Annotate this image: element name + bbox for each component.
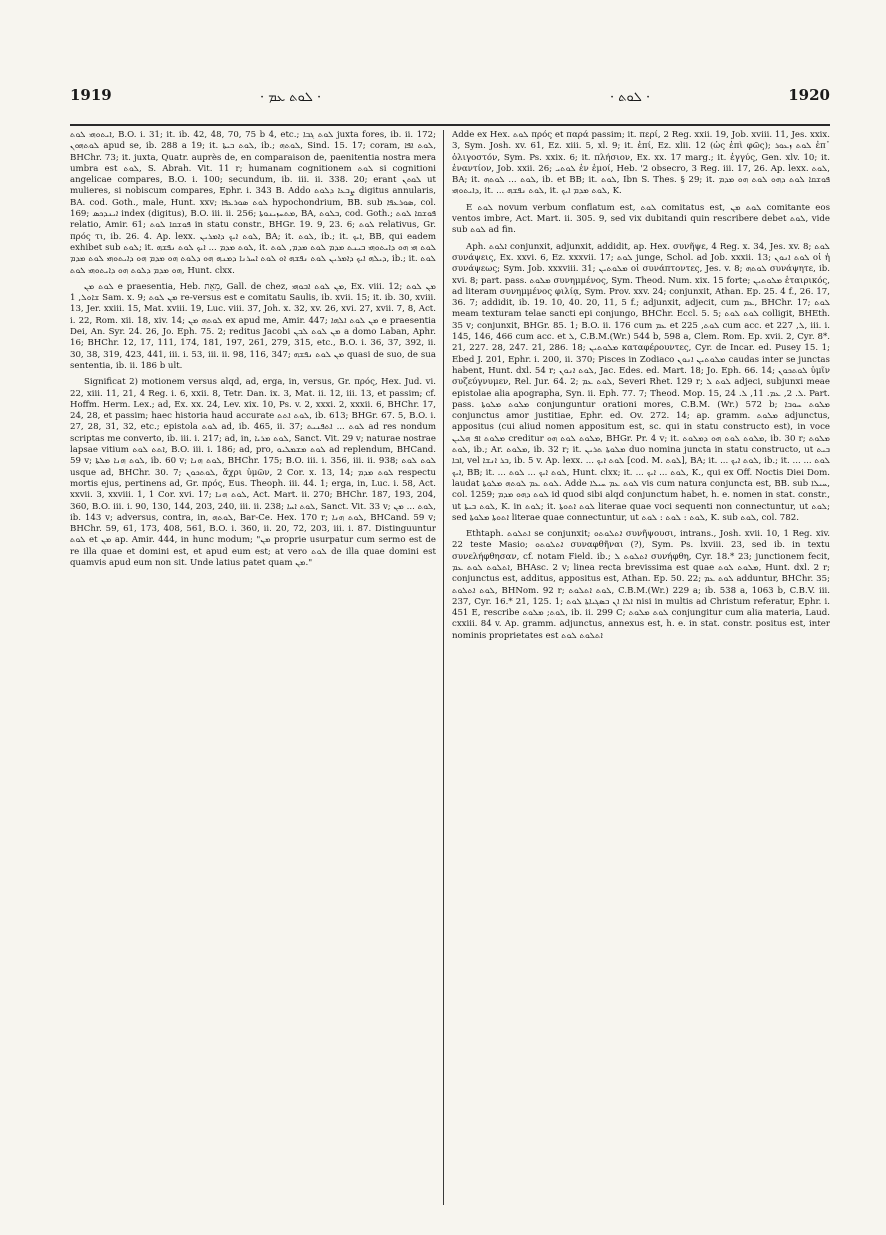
running-title-right: · ܠܘܬ · <box>610 90 651 105</box>
right-entry-2: E ܠܘܬ novum verbum conflatum est, ܠܘܬ comitatus est, ܠܘܬ ܡܢ comitante eos ventos imbre, Act. Mart. ii. 305. 9, sed vix dubitandi quin rescribere debet ܠܘܬ, vide sub ܠܘܬ ad fin. <box>452 202 830 236</box>
left-column <box>70 130 436 1205</box>
right-entry-4: Ethtaph. ܐܬܠܘܬ se conjunxit; ܐܬܠܘܬܘ συνῆψουσι, intrans., Josh. xvii. 10, 1 Reg. xiv. 22 teste Masio; ܐܬܠܘܬܘ συναφθῆναι (?), Sym. Ps. lxviii. 23, sed ib. in textu συνελήφθησαν, cf. notam Field. ib.; ܐܬܠܘܬ ܠ συνήφθη, Cyr. 18.* 23; junctionem fecit, ܐܬܠܘܬ ܠܘܬ ܥܡ, BHAsc. 2 v; linea recta brevissima est quae ܡܠܘܬ ܠܘܬ, Hunt. dxl. 2 r; conjunctus est, additus, appositus est, Athan. Ep. 50. 22; ܠܘܬ ܥܡ adduntur, BHChr. 35; ܠܘܬ ܐܬܠܘܬ, BHNom. 92 r; ܠܘܬ ܐܬܠܘܬ, C.B.M.(Wr.) 229 a; ib. 538 a, 1063 b, C.B.V. iii. 237, Cyr. 16.* 21, 125. 1; ܐܠܐ ܐܢ ܒܣܓܝܐܬܐ ܠܘܬ nisi in multis ad Christum referatur, Ephr. i. 451 E, rescribe ܠܘܬ; ܡܠܘܬ, ib. ii. 299 C; ܠܘܬ ܡܠܘܬ conjungitur cum alia materia, Laud. cxxiii. 84 v. Ap. gramm. adjunctus, annexus est, h. e. in stat. constr. positus est, inter nominis proprietates est ܐܬܠܘܬ ܠܘܬ <box>452 529 830 641</box>
right-entry-1: Adde ex Hex. ܠܘܬ πρός et παρά passim; it. περί, 2 Reg. xxii. 19, Job. xviii. 11, Jes. xxix. 3, Sym. Josh. xv. 61, Ez. xiii. 5, xl. 9; it. ἐπί, Ez. xlii. 12 (ὡς ἐπὶ φῶς); ܠܘܬ ܙܥܘܪ ἐπ᾽ ὀλιγοστόν, Sym. Ps. xxix. 6; it. πλήσιον, Ex. xx. 17 marg.; it. ἐγγύς, Gen. xlv. 10; it. ἐναντίον, Job. xxii. 26; ܠܘܬܝ ἐν ἐμοί, Heb. '2 obsecro, 3 Reg. iii. 17, 26. Ap. lexx. ܠܘܬ, BA; it. ܠܘܬ ... ܠܘܬܗ, ib. et BB; it. ܠܘܬ, Ibn S. Thes. § 29; it. ܦܘܫܩܐ ܠܘܬ ܕܗܘ ܠܘܬ ܗܘ ܡܕܡ ܕܐܝܬܘܗܝ, it. ... ܠܘܬ ܢܦܫܗ, it. ܠܘܬ ܡܕܡ ܐܝܟ, K. <box>452 130 830 197</box>
page-number-right: 1920 <box>788 86 830 104</box>
running-title-left: · ܠܘܬ ܥܡ · <box>260 90 322 105</box>
column-divider <box>443 130 444 1205</box>
page-number-left: 1919 <box>70 86 112 104</box>
page-header <box>70 86 830 116</box>
left-entry-3: Significat 2) motionem versus alqd, ad, erga, in, versus, Gr. πρός, Hex. Jud. vi. 22, xiii. 11, 21, 4 Reg. i. 6, xxii. 8, Tetr. Dan. ix. 3, Mat. ii. 12, iii. 13, et passim; cf. Hoffm. Herm. Lex.; ad, Ex. xx. 24, Lev. xix. 10, Ps. v. 2, xxxi. 2, xxxii. 6, BHChr. 17, 24, 28, et passim; haec historia haud accurate ܠܘܬ ܐܬܬ, ib. 613; BHGr. 67. 5, B.O. i. 27, 28, 31, 32, etc.; epistola ܠܘܬ ad, ib. 465, ii. 37; ܠܘܬ ... ܐܬܦܢܝܬ ad res nondum scriptas me converto, ib. iii. i. 217; ad, in, ܠܘܬ ܡܪܝܐ, Sanct. Vit. 29 v; naturae nostrae lapsae vitium ܐܬܬ ܠܘܬ, B.O. iii. i. 186; ad, pro, ܠܘܬ ܡܫܡܠܝܘ ad replendum, BHCand. 59 v; ܠܘܬ ܗܢܐ ܡܠܬܐ, ib. 60 v; ܠܘܬ ܗܢܐ, BHChr. 175; B.O. iii. i. 356, iii. ii. 938; ܠܘܬ ܠܘܬ usque ad, BHChr. 30. 7; ܠܘܬܟܘܢ, ἄχρι ὑμῶν, 2 Cor. x. 13, 14; ܠܘܬ ܡܕܡ respectu mortis ejus, pertinens ad, Gr. πρός, Eus. Theoph. iii. 44. 1; erga, in, Luc. i. 58, Act. xxvii. 3, xxviii. 1, 1 Cor. xvi. 17; ܠܘܬ ܗܢܐ, Act. Mart. ii. 270; BHChr. 187, 193, 204, 360, B.O. iii. i. 90, 130, 144, 203, 240, iii. ii. 238; ܠܘܬ ܐܚܐ, Sanct. Vit. 33 v; ܠܘܬ ... ܡܢ, ib. 143 v; adversus, contra, in, ܠܘܬܗ, Bar-Ce. Hex. 170 r; ܠܘܬ ܗܢܐ, BHCand. 59 v; BHChr. 59, 61, 173, 408, 561, B.O. i. 360, ii. 20, 72, 203, iii. i. 87. Distinguuntur ܠܘܬ et ܡܢ ap. Amir. 444, in hunc modum; "ܡܢ proprie usurpatur cum sermo est de re illa quae et domini est, et apud eum est; at vero ܠܘܬ de illa quae domini est quamvis apud eum non sit. Unde latius patet quam ܡܢ." <box>70 377 436 568</box>
right-entry-3: Aph. ܐܠܘܬ conjunxit, adjunxit, addidit, ap. Hex. συνῆψε, 4 Reg. x. 34, Jes. xv. 8; ܠܘܬ συνάψεις, Ex. xxvi. 6, Ez. xxxvii. 17; ܠܘܬ junge, Schol. ad Job. xxxii. 13; ܠܘܬ ܐܢܘܢ οἱ ἡ συνάψεως; Sym. Job. xxxviii. 31; ܡܠܘܬܝܢ οἱ συνάπτοντες, Jes. v. 8; ܠܘܬܗ συνάψητε, ib. xvi. 8; part. pass. ܡܠܘܬ συνημμένος, Sym. Theod. Num. xix. 15 forte; ܡܠܘܬܝܢ ἑταιρικός, ad literam συνημμένος φιλίᾳ, Sym. Prov. xxv. 24; conjunxit, Athan. Ep. 25. 4 f., 26. 17, 36. 7; addidit, ib. 19. 10, 40. 20, 11, 5 f.; adjunxit, adjecit, cum ܥܡ, BHChr. 17; ܠܘܬ meam texturam telae sancti epi conjungo, BHChr. Eccl. 5. 5; ܠܘܬ ܠܘܬ colligit, BHEth. 35 v; conjunxit, BHGr. 85. 1; B.O. ii. 176 cum ܥܡ et ܠܘܬ, 225 cum acc. et ܠ, 227, iii. i. 145, 146, 466 cum acc. et ܠ, C.B.M.(Wr.) 544 b, 598 a, Clem. Rom. Ep. xvii. 2, Cyr. 8*. 21, 227. 28, 247. 21, 286. 18; ܡܠܘܬܝܢ καταφέρουντες, Cyr. de Incar. ed. Pusey 15. 1; Ebed J. 201, Ephr. i. 200, ii. 370; Pisces in Zodiaco ܡܠܘܬܝܢ ܐܢܘܢ caudas inter se junctas habent, Hunt. dxl. 54 r; ܠܘܬ ܐܢܘܢ, Jac. Edes. ed. Mart. 18; Jo. Eph. 66. 14; ܠܘܬܟܘܢ ὑμῖν συζεύγνυμεν, Rel. Jur. 64. 2; ܠܘܬ ܥܡ, Severi Rhet. 129 r; ܠܘܬ ܠ adjeci, subjunxi meae epistolae alia apographa, Syn. ii. Eph. 77. 7; Theod. Mop. 15, ܠ. 2, ܥܡ. 11, ܠ. 24. Part. pass. ܡܠܘܬ ܡܠܘܬܐ conjunguntur orationi mores, C.B.M. (Wr.) 572 b; ܡܠܘܬ ܚܘܒܐ conjunctus amor justitiae, Ephr. ed. Ov. 272. 14; ap. gramm. ܡܠܘܬ adjunctus, appositus (cui aliud nomen appositum est, sc. qui in statu constructo est), in voce ܡܠܘܬ ܐܦ ܗܠܝܢ creditur ܡܠܘܬ ܠܘܬ ܗܘ, BHGr. Pr. 4 v; it. ܡܠܘܬ ܠܘܬ ܗܘ ܕܡܠܘܬ, ib. 30 r; ܡܠܘܬ ܠܘܬ, ib.; Ar. ܡܠܘܬ, ib. 32 r; it. ܡܠܘܬܐ ܬܪܝܢ duo nomina juncta in statu constructo, ut ܒܝܬ ܐܒܐ, vel ܒܪ ܐܢܫܐ, ib. 5 v. Ap. lexx. ... ܠܘܬ ܐܝܟ [cod. M. ܠܘܬ], BA; it. ... ܠܘܬ ܐܝܟ, ib.; it. ... ܠܘܬ ... ܐܝܟ, BB; it. ... ܠܘܬ ܐܝܟ ... ܠܘܬ, Hunt. clxx; it. ... ܠܘܬ ... ܐܝܟ, K., qui ex Off. Noctis Diei Dom. laudat ܠܘܬ ܥܡ ܠܘܬܗ ܡܠܘܬܐ. Adde ܠܘܬ ܥܡ ܚܝܠܐ vis cum natura conjuncta est, BB. sub ܚܝܠܐ, col. 1259; ܠܘܬ ܕܗܘ ܡܕܡ id quod sibi alqd conjunctum habet, h. e. nomen in stat. constr., ut ܠܘܬ ܒܝܬܐ, K. in ܠܘܬ; it. ܠܘܬ ܐܬܘܬܐ literae quae voci sequenti non connectuntur, ut ܠܘܬ; sed ܐܬܘܬܐ ܡܠܘܬܐ literae quae connectuntur, ut ܠܘܬ : ܠܘܬ : ܠܘܬ, K. sub ܠܘܬ, col. 782. <box>452 241 830 523</box>
header-rule <box>70 124 830 126</box>
left-entry-2: ܠܘܬ ܡܢ e praesentia, Heb. מֵאֵת, Gall. de chez, ܡܢ ܠܘܬ ܐܒܘܗܝ, Ex. viii. 12; ܡܢ ܠܘܬ ܫܐܘܠ, 1 Sam. x. 9; ܡܢ ܠܘܬ re-versus est e comitatu Saulis, ib. xvii. 15; it. ib. 30, xviii. 13, Jer. xxiii. 15, Mat. xviii. 19, Luc. viii. 37, Joh. x. 32, xv. 26, xvi. 27, xvii. 7, 8, Act. i. 22, Rom. xii. 18, xiv. 14; ܠܘܬܗ ܡܢ ex apud me, Amir. 447; ܡܢ ܠܘܬ ܐܠܗܐ e praesentia Dei, An. Syr. 24. 26, Jo. Eph. 75. 2; reditus Jacobi ܡܢ ܠܘܬ ܠܒܢ a domo Laban, Aphr. 16; BHChr. 12, 17, 111, 174, 181, 197, 261, 279, 315, etc., B.O. i. 36, 37, 392, ii. 30, 38, 319, 423, 441, iii. i. 53, iii. ii. 98, 116, 347; ܡܢ ܠܘܬ ܢܦܫܗ quasi de suo, de sua sententia, ib. ii. 186 b ult. <box>70 281 436 371</box>
left-entry-1: ܐܝܬܘܗܝ ܠܘܬ, B.O. i. 31; it. ib. 42, 48, 70, 75 b 4, etc.; ܠܘܬ ܓܒܐ juxta fores, ib. ii. 172; ܠܘܬܗܘܢ apud se, ib. 288 a 19; it. ܠܘܬ ܒܝܬܐ, ib.; ܠܘܬܗ, Sind. 15. 17; coram, ܠܘܬ ܐܦܐ, BHChr. 73; it. juxta, Quatr. auprès de, en comparaison de, paenitentia nostra mera umbra est ܠܘܬ, S. Abrah. Vit. 11 r; humanam cognitionem ܠܘܬ si cognitioni angelicae compares, B.O. i. 100; secundum, ib. iii. ii. 338. 20; erant ܠܘܬܢ ut mulieres, si nobiscum compares, Ephr. i. 343 B. Addo ܨܒܥܐ ܕܠܘܬ digitus annularis, BA. cod. Goth., male, Hunt. xxv; ܠܘܬ ܣܘܪܥܦܐ hypochondrium, BB. sub ܣܘܪܥܦܐ, col. 169; ܐܝܢܕܟܣ index (digitus), B.O. iii. ii. 256; ܡܬܚܙܝܢܘܬܐ, BA, ܒܠܘܬ, cod. Goth.; ܦܘܫܩܐ ܠܘܬ relatio, Amir. 61; ܦܘܫܩܐ ܠܘܬ in statu constr., BHGr. 19. 9, 23. 6; ܠܘܬ relativus, Gr. πρός τι, ib. 26. 4. Ap. lexx. ܠܘܬ ܐܝܟ ܕܐܡܪܝܢ, BA; it. ܠܘܬ, ib.; it. ܐܝܟ, BB, qui eadem exhibet sub ܠܘܬ; it. ܠܘܬ ܡܕܡ ... ܐܝܟ ܠܘܬ ܢܦܫܗ, it. ܠܘܬ ܗܝ ܗܘ ܕܐܝܬܘܗܝ ܒܝܢܬ ܡܕܡ ܠܘܬ ܡܕܡ, ܠܘܬ ܕܝܠܗ ܐܝܟ ܕܐܡܪܝܢ ܠܘܬ ܢܦܫܗ ܐܘ ܠܘܬ ܐܚܪܢܐ ܕܡܢܗ ܗܘ ܕܠܘܬ ܗܘ ܡܕܡ ܗܘ ܕܐܝܬܘܗܝ ܠܘܬ ܡܕܡ, ib.; it. ܠܘܬ ܗܘ ܡܕܡ ܕܠܘܬ ܗܘ ܕܐܝܬܘܗܝ ܠܘܬ, Hunt. clxx. <box>70 130 436 276</box>
right-column <box>452 130 830 1205</box>
